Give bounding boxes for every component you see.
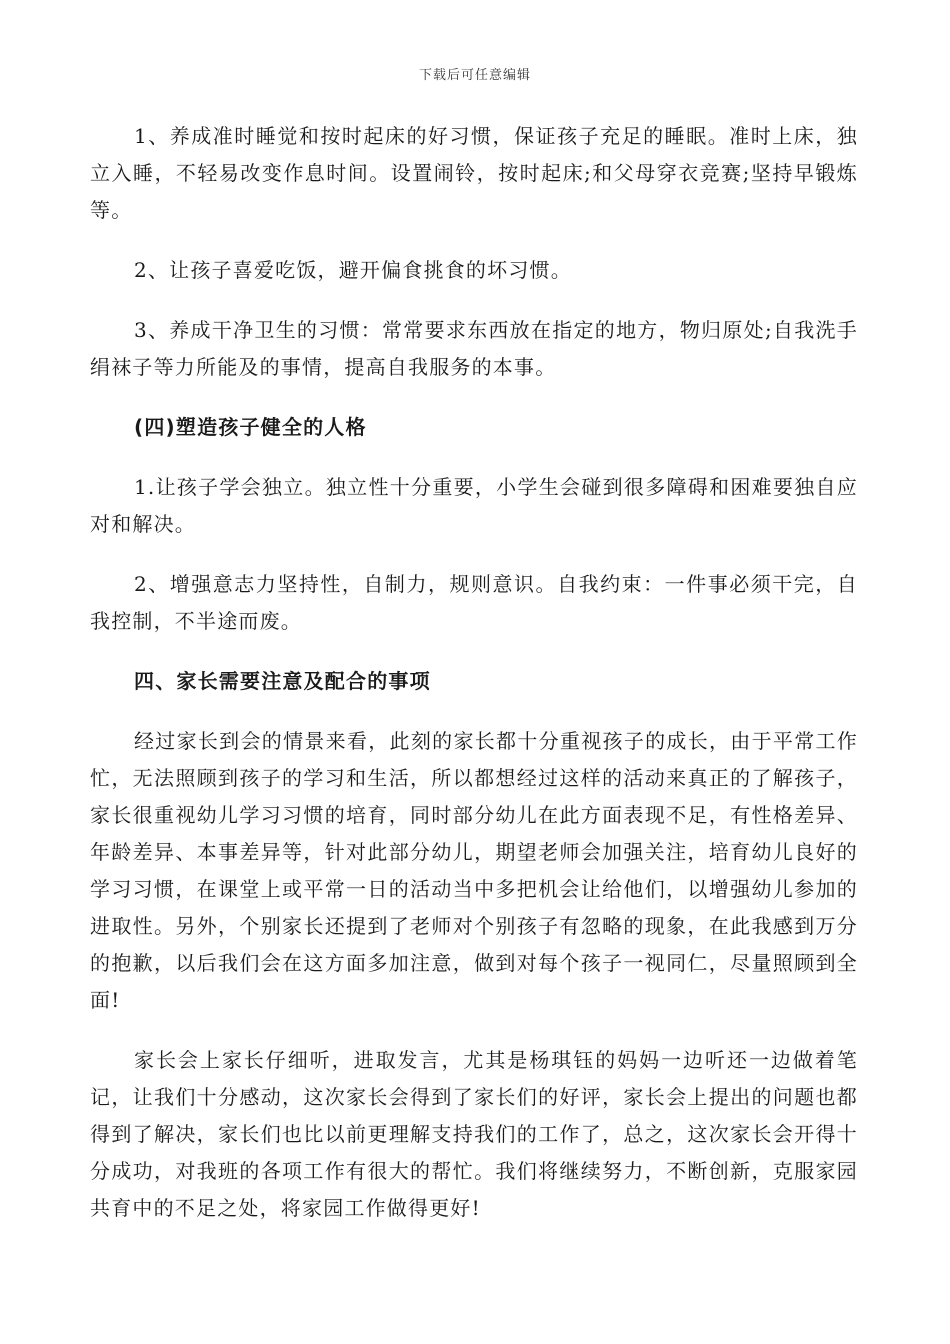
paragraph-independence: 1.让孩子学会独立。独立性十分重要，小学生会碰到很多障碍和困难要独自应对和解决。 [90, 475, 858, 536]
page-header: 下载后可任意编辑 [418, 68, 531, 83]
paragraph-eating-habit: 2、让孩子喜爱吃饭，避开偏食挑食的坏习惯。 [134, 258, 572, 282]
section-heading-personality: (四)塑造孩子健全的人格 [134, 415, 367, 439]
section-heading-parent-matters: 四、家长需要注意及配合的事项 [134, 669, 431, 693]
paragraph-willpower: 2、增强意志力坚持性，自制力，规则意识。自我约束：一件事必须干完，自我控制，不半途而废。 [90, 572, 858, 633]
paragraph-sleep-habit: 1、养成准时睡觉和按时起床的好习惯，保证孩子充足的睡眠。准时上床，独立入睡，不轻易改变作息时间。设置闹铃，按时起床;和父母穿衣竞赛;坚持早锻炼等。 [90, 124, 858, 222]
paragraph-meeting-summary: 家长会上家长仔细听，进取发言，尤其是杨琪钰的妈妈一边听还一边做着笔记，让我们十分感动，这次家长会得到了家长们的好评，家长会上提出的问题也都得到了解决，家长们也比以前更理解支持我们的工作了，总之，这次家长会开得十分成功，对我班的各项工作有很大的帮忙。我们将继续努力，不断创新，克服家园共育中的不足之处，将家园工作做得更好! [90, 1048, 858, 1220]
paragraph-meeting-feedback: 经过家长到会的情景来看，此刻的家长都十分重视孩子的成长，由于平常工作忙，无法照顾到孩子的学习和生活，所以都想经过这样的活动来真正的了解孩子，家长很重视幼儿学习习惯的培育，同时部分幼儿在此方面表现不足，有性格差异、年龄差异、本事差异等，针对此部分幼儿，期望老师会加强关注，培育幼儿良好的学习习惯，在课堂上或平常一日的活动当中多把机会让给他们，以增强幼儿参加的进取性。另外，个别家长还提到了老师对个别孩子有忽略的现象，在此我感到万分的抱歉，以后我们会在这方面多加注意，做到对每个孩子一视同仁，尽量照顾到全面! [90, 729, 858, 1012]
paragraph-hygiene-habit: 3、养成干净卫生的习惯：常常要求东西放在指定的地方，物归原处;自我洗手绢袜子等力所能及的事情，提高自我服务的本事。 [90, 318, 858, 379]
document-body [90, 118, 858, 1250]
